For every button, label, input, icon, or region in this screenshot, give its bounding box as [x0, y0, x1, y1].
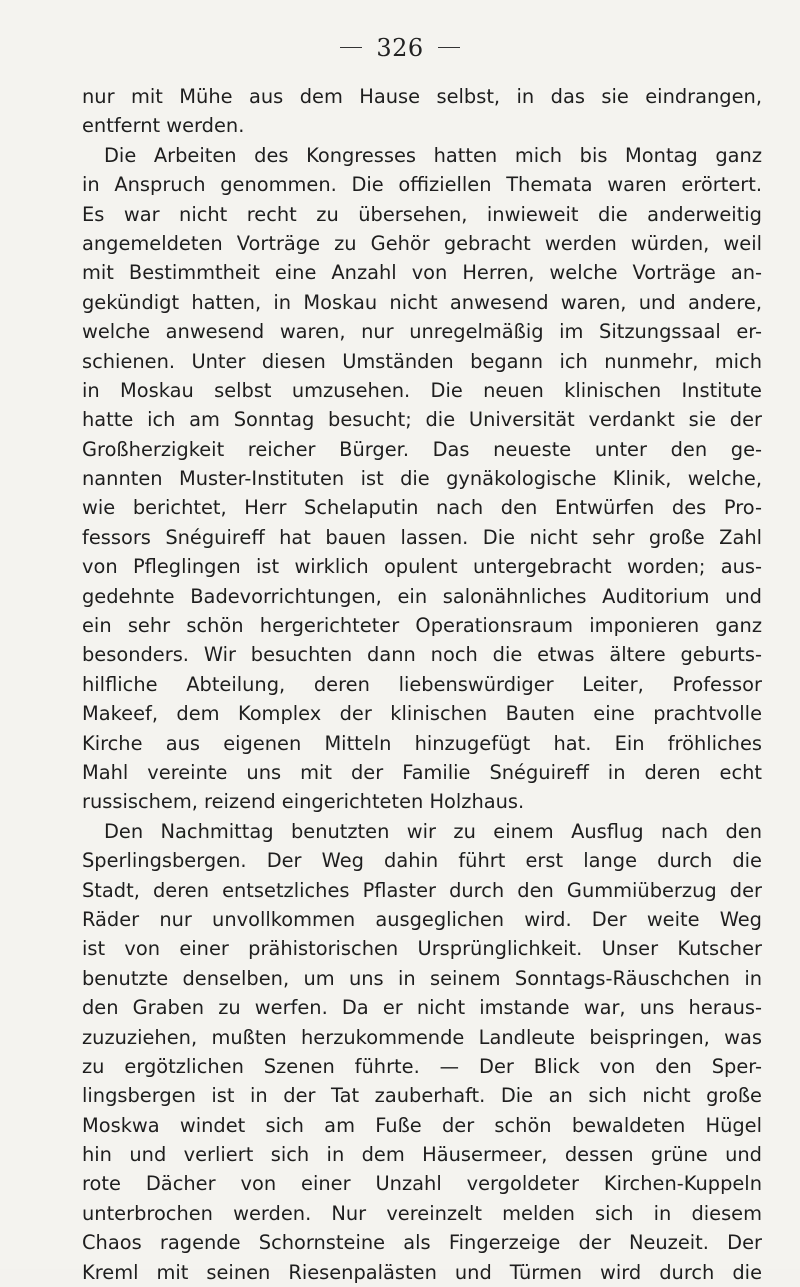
text-line: lingsbergen ist in der Tat zauberhaft. Die an sich nicht große [82, 1084, 762, 1108]
text-line: Moskwa windet sich am Fuße der schön bewaldeten Hügel [82, 1113, 762, 1137]
text-line: ist von einer prähistorischen Ursprünglichkeit. Unser Kutscher [82, 937, 762, 961]
text-line: den Graben zu werfen. Da er nicht imstande war, uns heraus- [82, 996, 762, 1020]
page-header [0, 34, 800, 62]
text-line: angemeldeten Vorträge zu Gehör gebracht werden würden, weil [82, 231, 762, 255]
text-line: schienen. Unter diesen Umständen begann ich nunmehr, mich [82, 349, 762, 373]
text-line: in Anspruch genommen. Die offiziellen Themata waren erörtert. [82, 173, 762, 197]
page-number: 326 [376, 34, 424, 62]
body-text [82, 82, 762, 1287]
text-line: Den Nachmittag benutzten wir zu einem Ausflug nach den [104, 819, 762, 843]
text-line: unterbrochen werden. Nur vereinzelt melden sich in diesem [82, 1201, 762, 1225]
text-line: Kreml mit seinen Riesenpalästen und Türmen wird durch die [82, 1260, 762, 1284]
text-line: ein sehr schön hergerichteter Operationsraum imponieren ganz [82, 614, 762, 638]
text-line: Es war nicht recht zu übersehen, inwieweit die anderweitig [82, 202, 762, 226]
text-line: Großherzigkeit reicher Bürger. Das neueste unter den ge- [82, 437, 762, 461]
text-line: Mahl vereinte uns mit der Familie Snéguireff in deren echt [82, 760, 762, 784]
text-line: hatte ich am Sonntag besucht; die Universität verdankt sie der [82, 408, 762, 432]
header-dash-left [340, 47, 362, 48]
text-line: Makeef, dem Komplex der klinischen Bauten eine prachtvolle [82, 702, 762, 726]
text-line: besonders. Wir besuchten dann noch die etwas ältere geburts- [82, 643, 762, 667]
text-line: zuzuziehen, mußten herzukommende Landleute beispringen, was [82, 1025, 762, 1049]
text-line: zu ergötzlichen Szenen führte. — Der Blick von den Sper- [82, 1054, 762, 1078]
text-line: fessors Snéguireff hat bauen lassen. Die nicht sehr große Zahl [82, 525, 762, 549]
text-line: Chaos ragende Schornsteine als Fingerzeige der Neuzeit. Der [82, 1231, 762, 1255]
text-line: Räder nur unvollkommen ausgeglichen wird. Der weite Weg [82, 907, 762, 931]
text-line: russischem, reizend eingerichteten Holzhaus. [82, 790, 525, 814]
text-line: Stadt, deren entsetzliches Pflaster durch den Gummiüberzug der [82, 878, 762, 902]
text-line: hilfliche Abteilung, deren liebenswürdiger Leiter, Professor [82, 672, 762, 696]
text-line: Kirche aus eigenen Mitteln hinzugefügt hat. Ein fröhliches [82, 731, 762, 755]
text-line: Die Arbeiten des Kongresses hatten mich bis Montag ganz [104, 143, 762, 167]
text-line: rote Dächer von einer Unzahl vergoldeter Kirchen-Kuppeln [82, 1172, 762, 1196]
text-line: welche anwesend waren, nur unregelmäßig im Sitzungssaal er- [82, 320, 762, 344]
text-line: Sperlingsbergen. Der Weg dahin führt erst lange durch die [82, 849, 762, 873]
text-line: hin und verliert sich in dem Häusermeer, dessen grüne und [82, 1143, 762, 1167]
text-line: von Pfleglingen ist wirklich opulent untergebracht worden; aus- [82, 555, 762, 579]
text-line: gedehnte Badevorrichtungen, ein salonähnliches Auditorium und [82, 584, 762, 608]
header-dash-right [438, 47, 460, 48]
text-line: gekündigt hatten, in Moskau nicht anwesend waren, und andere, [82, 290, 762, 314]
text-line: nannten Muster-Instituten ist die gynäkologische Klinik, welche, [82, 467, 762, 491]
text-line: benutzte denselben, um uns in seinem Sonntags-Räuschchen in [82, 966, 762, 990]
text-line: wie berichtet, Herr Schelaputin nach den Entwürfen des Pro- [82, 496, 762, 520]
text-line: nur mit Mühe aus dem Hause selbst, in das sie eindrangen, [82, 85, 762, 108]
text-line: entfernt werden. [82, 114, 245, 138]
text-line: mit Bestimmtheit eine Anzahl von Herren, welche Vorträge an- [82, 261, 762, 285]
text-line: in Moskau selbst umzusehen. Die neuen klinischen Institute [82, 378, 762, 402]
